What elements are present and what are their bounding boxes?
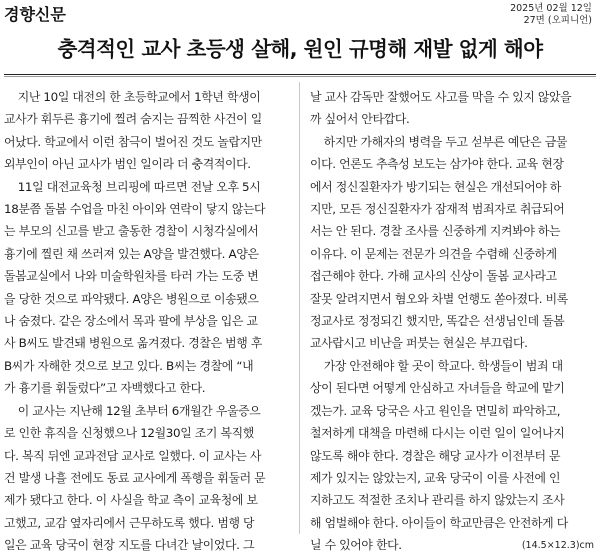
article-line: 날 교사 감독만 잘했어도 사고를 막을 수 있지 않았을 bbox=[310, 90, 572, 104]
article-line: 지하고도 적절한 조치나 관리를 하지 않았는지 조사 bbox=[310, 493, 565, 508]
article-line: 로 인한 휴직을 신청했으나 12월30일 조기 복직했 bbox=[4, 426, 254, 441]
column-divider bbox=[299, 82, 300, 534]
article-line: 11일 대전교육청 브리핑에 따르면 전날 오후 5시 bbox=[4, 179, 261, 194]
article-line: 는 부모의 신고를 받고 출동한 경찰이 시청각실에서 bbox=[4, 224, 259, 239]
article-line: 상이 된다면 어떻게 안심하고 자녀들을 학교에 맡기 bbox=[310, 381, 565, 396]
article-line: 서는 안 된다. 경찰 조사를 신중하게 지켜봐야 하는 bbox=[310, 224, 561, 239]
article-line: 건 발생 나흘 전에도 동료 교사에게 폭행을 휘둘러 문 bbox=[4, 470, 266, 485]
publication-date: 2025년 02월 12일 bbox=[510, 3, 592, 14]
article-line: 다. 복직 뒤엔 교과전담 교사로 일했다. 이 교사는 사 bbox=[4, 448, 262, 463]
article-line: 교사랍시고 비난을 퍼붓는 현실은 부끄럽다. bbox=[310, 336, 528, 351]
article-line: B씨가 자해한 것으로 보고 있다. B씨는 경찰에 “내 bbox=[4, 358, 254, 373]
article-line: 사 B씨도 발견돼 병원으로 옮겨졌다. 경찰은 범행 후 bbox=[4, 336, 262, 351]
article-headline: 충격적인 교사 초등생 살해, 원인 규명해 재발 없게 해야 bbox=[57, 37, 543, 61]
clipping-size: (14.5×12.3)cm bbox=[521, 540, 594, 551]
article-line: 돌봄교실에서 나와 미술학원차를 타러 가는 도중 변 bbox=[4, 269, 259, 284]
article-line: 18분쯤 돌봄 수업을 마친 아이와 연락이 닿지 않는다 bbox=[4, 202, 266, 217]
article-line: 교사가 휘두른 흉기에 찔려 숨지는 끔찍한 사건이 일 bbox=[4, 112, 262, 127]
article-line: 이 교사는 지난해 12월 초부터 6개월간 우울증으 bbox=[4, 403, 261, 418]
article-line: 지난 10일 대전의 한 초등학교에서 1학년 학생이 bbox=[4, 90, 261, 104]
article-line: 일은 교육 당국이 현장 지도를 다녀간 날이었다. 그 bbox=[4, 538, 255, 553]
article-line: 해 엄벌해야 한다. 아이들이 학교만큼은 안전하게 다 bbox=[310, 515, 568, 530]
page-section: 27면 (오피니언) bbox=[523, 15, 592, 26]
headline-rule-secondary bbox=[4, 76, 596, 77]
article-line: 에서 정신질환자가 방기되는 현실은 개선되어야 하 bbox=[310, 179, 562, 194]
article-line: 철저하게 대책을 마련해 다시는 이런 일이 일어나지 bbox=[310, 426, 565, 441]
article-line: 고했고, 교감 옆자리에서 근무하도록 했다. 범행 당 bbox=[4, 515, 255, 530]
article-column-right bbox=[310, 86, 596, 557]
article-line: 않도록 해야 한다. 경찰은 해당 교사가 이전부터 문 bbox=[310, 448, 561, 463]
article-line: 접근해야 한다. 가해 교사의 신상이 돌봄 교사라고 bbox=[310, 269, 557, 284]
article-line: 정교사로 정정되긴 했지만, 똑같은 선생님인데 돌봄 bbox=[310, 314, 565, 329]
article-line: 겠는가. 교육 당국은 사고 원인을 면밀히 파악하고, bbox=[310, 403, 561, 418]
article-line: 가장 안전해야 할 곳이 학교다. 학생들이 범죄 대 bbox=[310, 358, 563, 373]
article-line: 잘못 알려지면서 혐오와 차별 언행도 쏟아졌다. 비록 bbox=[310, 291, 568, 306]
article-line: 까 싶어서 안타깝다. bbox=[310, 112, 410, 127]
article-line: 제가 있지는 않았는지, 교육 당국이 이를 사전에 인 bbox=[310, 470, 561, 485]
article-line: 어났다. 학교에서 이런 참극이 벌어진 것도 놀랍지만 bbox=[4, 134, 262, 149]
article-line: 가 흉기를 휘둘렀다”고 자백했다고 한다. bbox=[4, 381, 206, 396]
article-line: 닐 수 있어야 한다. bbox=[310, 538, 402, 553]
newspaper-masthead: 경향신문 bbox=[4, 5, 66, 24]
article-line: 제가 됐다고 한다. 이 사실을 학교 측이 교육청에 보 bbox=[4, 493, 258, 508]
article-line: 외부인이 아닌 교사가 범인 일이라 더 충격적이다. bbox=[4, 157, 251, 172]
article-line: 이유다. 이 문제는 전문가 의견을 수렴해 신중하게 bbox=[310, 246, 557, 261]
article-column-left bbox=[4, 86, 290, 557]
article-line: 흉기에 찔린 채 쓰러져 있는 A양을 발견했다. A양은 bbox=[4, 246, 259, 261]
headline-rule bbox=[4, 74, 596, 75]
article-line: 나 숨졌다. 같은 장소에서 목과 팔에 부상을 입은 교 bbox=[4, 314, 258, 329]
dateline bbox=[510, 3, 592, 27]
article-line: 지만, 모든 정신질환자가 잠재적 범죄자로 취급되어 bbox=[310, 202, 565, 217]
article-line: 이다. 언론도 추측성 보도는 삼가야 한다. 교육 현장 bbox=[310, 157, 564, 172]
article-line: 하지만 가해자의 병력을 두고 섣부른 예단은 금물 bbox=[310, 134, 568, 149]
article-line: 을 당한 것으로 파악됐다. A양은 병원으로 이송됐으 bbox=[4, 291, 259, 306]
